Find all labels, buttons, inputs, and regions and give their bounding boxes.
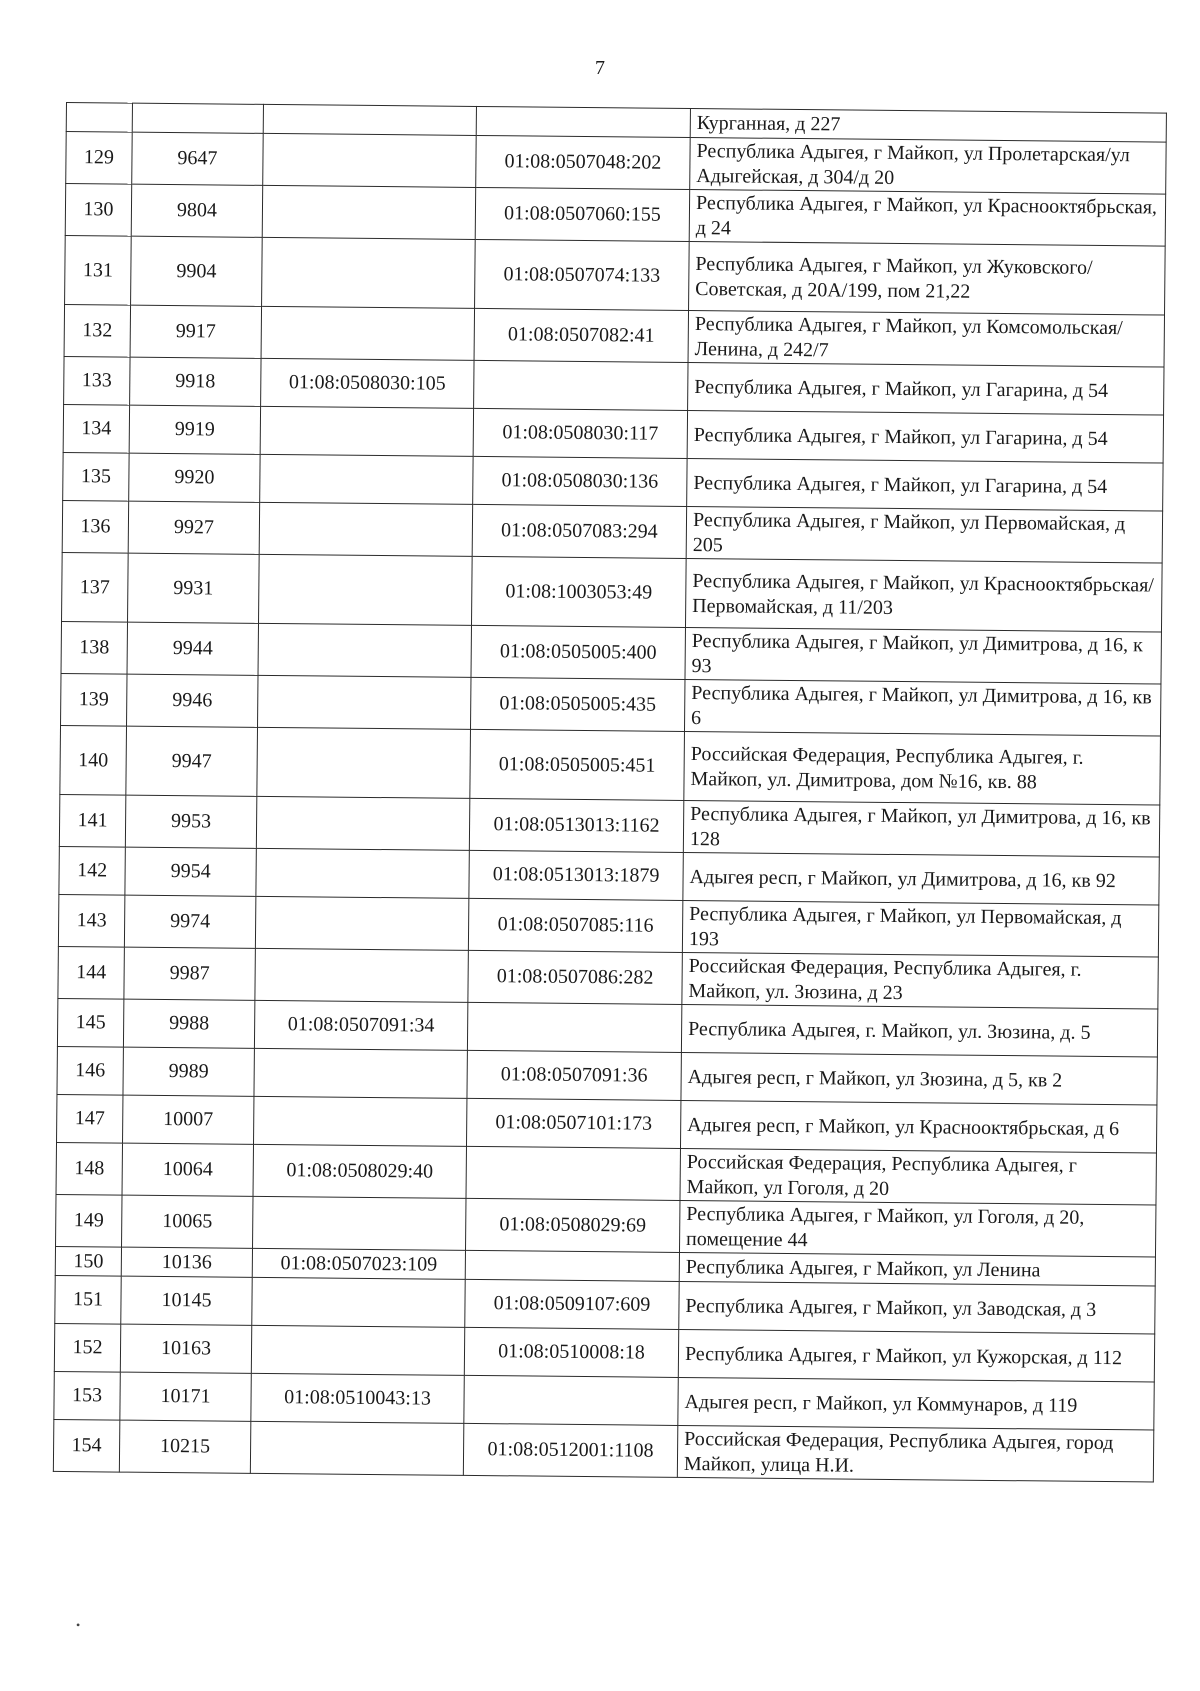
cell-cadastral-object: 01:08:0505005:451 — [470, 729, 685, 800]
cell-cadastral-object — [474, 360, 688, 410]
cell-cadastral-land — [251, 1325, 464, 1375]
cell-number: 132 — [64, 304, 130, 357]
cell-address: Республика Адыгея, г Майкоп, ул Краснооктябрьская/Первомайская, д 11/203 — [685, 558, 1162, 632]
cell-cadastral-object — [476, 106, 690, 137]
cell-address: Республика Адыгея, г. Майкоп, ул. Зюзина, д. 5 — [681, 1004, 1157, 1057]
cell-register-number: 10145 — [121, 1276, 252, 1325]
cell-cadastral-land — [262, 237, 476, 308]
cell-cadastral-object: 01:08:0513013:1879 — [469, 850, 683, 900]
cell-register-number: 10007 — [123, 1095, 254, 1144]
cell-cadastral-object: 01:08:0507074:133 — [475, 239, 690, 310]
cell-register-number: 9953 — [125, 795, 256, 848]
cell-number: 143 — [58, 894, 124, 947]
cell-address: Республика Адыгея, г Майкоп, ул Гагарина, д 54 — [687, 458, 1163, 511]
cell-number: 148 — [56, 1142, 122, 1195]
cell-number: 134 — [63, 404, 129, 453]
cell-address: Республика Адыгея, г Майкоп, ул Заводская, д 3 — [679, 1281, 1155, 1334]
cell-number: 133 — [64, 356, 130, 405]
cell-cadastral-object: 01:08:0508030:117 — [473, 408, 687, 458]
cell-cadastral-land — [253, 1196, 466, 1250]
cell-number: 147 — [57, 1094, 123, 1143]
cell-cadastral-land: 01:08:0510043:13 — [251, 1373, 464, 1423]
cell-address: Республика Адыгея, г Майкоп, ул Димитрова, д 16, к 93 — [685, 627, 1161, 684]
cell-number: 131 — [65, 235, 132, 305]
cell-address: Республика Адыгея, г Майкоп, ул Гоголя, д 20, помещение 44 — [679, 1200, 1155, 1257]
cell-address: Республика Адыгея, г Майкоп, ул Комсомольская/Ленина, д 242/7 — [688, 310, 1164, 367]
cell-register-number: 9947 — [126, 726, 258, 796]
cell-number: 151 — [55, 1275, 121, 1324]
cell-address: Российская Федерация, Республика Адыгея, г Майкоп, ул Гоголя, д 20 — [680, 1148, 1156, 1205]
cell-number: 141 — [59, 794, 125, 847]
cell-cadastral-land — [263, 133, 476, 187]
cell-register-number: 10136 — [121, 1247, 252, 1277]
cell-number: 137 — [62, 552, 129, 622]
cell-cadastral-land — [260, 454, 473, 504]
cell-cadastral-object: 01:08:0505005:435 — [470, 677, 684, 731]
cell-cadastral-object: 01:08:0507083:294 — [472, 504, 686, 558]
cell-address: Республика Адыгея, г Майкоп, ул Димитрова, д 16, кв 128 — [683, 800, 1159, 857]
cell-cadastral-land — [263, 104, 476, 135]
cell-cadastral-object: 01:08:0509107:609 — [465, 1279, 679, 1329]
cell-number: 154 — [53, 1419, 119, 1472]
cell-register-number: 10215 — [119, 1420, 250, 1473]
cell-cadastral-object: 01:08:0507082:41 — [474, 308, 688, 362]
cell-address: Адыгея респ, г Майкоп, ул Краснооктябрьская, д 6 — [680, 1100, 1156, 1153]
cell-cadastral-land — [255, 896, 468, 950]
cell-register-number: 9944 — [127, 622, 258, 675]
cell-register-number: 9946 — [127, 674, 258, 727]
cell-cadastral-land — [258, 623, 471, 677]
cell-cadastral-land — [250, 1421, 463, 1475]
cell-cadastral-land — [256, 848, 469, 898]
cell-address: Адыгея респ, г Майкоп, ул Коммунаров, д 119 — [678, 1377, 1154, 1430]
cell-cadastral-land: 01:08:0508029:40 — [253, 1144, 466, 1198]
cell-register-number: 10064 — [122, 1143, 253, 1196]
cell-cadastral-land — [252, 1277, 465, 1327]
cell-address: Республика Адыгея, г Майкоп, ул Первомайская, д 193 — [682, 900, 1158, 957]
cell-number: 152 — [54, 1323, 120, 1372]
cell-cadastral-land — [257, 727, 471, 798]
cell-cadastral-object: 01:08:0508029:69 — [465, 1198, 679, 1252]
cell-number: 149 — [56, 1194, 122, 1247]
cell-address: Республика Адыгея, г Майкоп, ул Ленина — [679, 1252, 1155, 1286]
table-row — [60, 725, 1161, 805]
cell-address: Республика Адыгея, г Майкоп, ул Пролетарская/ул Адыгейская, д 304/д 20 — [690, 137, 1166, 194]
cell-cadastral-object: 01:08:0507048:202 — [476, 135, 690, 189]
cell-number: 129 — [66, 132, 132, 185]
cell-address: Республика Адыгея, г Майкоп, ул Первомайская, д 205 — [686, 506, 1162, 563]
cell-cadastral-object: 01:08:0507101:173 — [466, 1098, 680, 1148]
cell-number: 140 — [60, 725, 127, 795]
table-body — [53, 103, 1166, 1482]
cell-number: 145 — [57, 998, 123, 1047]
cell-cadastral-land: 01:08:0507091:34 — [254, 1000, 467, 1050]
cell-cadastral-object: 01:08:0513013:1162 — [469, 798, 683, 852]
property-register-table — [53, 102, 1167, 1483]
cell-register-number: 9987 — [124, 947, 255, 1000]
cell-register-number — [132, 103, 263, 133]
cell-register-number: 10171 — [120, 1372, 251, 1421]
cell-cadastral-land — [255, 948, 468, 1002]
cell-address: Российская Федерация, Республика Адыгея, г. Майкоп, ул. Димитрова, дом №16, кв. 88 — [684, 731, 1161, 805]
cell-cadastral-object — [466, 1146, 680, 1200]
cell-cadastral-object: 01:08:0505005:400 — [471, 625, 685, 679]
cell-register-number: 10065 — [122, 1195, 253, 1248]
cell-address: Республика Адыгея, г Майкоп, ул Гагарина, д 54 — [688, 362, 1164, 415]
page-number: 7 — [595, 57, 605, 79]
cell-cadastral-land — [254, 1048, 467, 1098]
cell-register-number: 9917 — [130, 305, 261, 358]
cell-number: 150 — [55, 1246, 121, 1276]
cell-number: 142 — [59, 846, 125, 895]
cell-number — [66, 103, 132, 133]
cell-number: 153 — [54, 1371, 120, 1420]
cell-address: Республика Адыгея, г Майкоп, ул Жуковского/Советская, д 20А/199, пом 21,22 — [689, 241, 1166, 315]
cell-register-number: 9974 — [124, 895, 255, 948]
cell-register-number: 9918 — [130, 357, 261, 406]
cell-cadastral-object: 01:08:0512001:1108 — [463, 1423, 677, 1477]
cell-cadastral-object — [467, 1002, 681, 1052]
scan-artifact-dot: • — [76, 1618, 81, 1632]
cell-number: 130 — [65, 184, 131, 237]
cell-cadastral-land: 01:08:0508030:105 — [261, 358, 474, 408]
cell-register-number: 9931 — [128, 553, 260, 623]
cell-number: 144 — [58, 946, 124, 999]
cell-number: 135 — [63, 452, 129, 501]
cell-cadastral-object — [465, 1250, 679, 1281]
cell-cadastral-object: 01:08:1003053:49 — [471, 556, 686, 627]
cell-register-number: 9927 — [128, 501, 259, 554]
cell-cadastral-land: 01:08:0507023:109 — [252, 1248, 465, 1279]
cell-address: Российская Федерация, Республика Адыгея, город Майкоп, улица Н.И. — [677, 1425, 1153, 1482]
cell-register-number: 9920 — [129, 453, 260, 502]
cell-register-number: 9989 — [123, 1047, 254, 1096]
cell-address: Республика Адыгея, г Майкоп, ул Димитрова, д 16, кв 6 — [684, 679, 1160, 736]
cell-cadastral-land — [261, 306, 474, 360]
cell-cadastral-land — [260, 406, 473, 456]
table-row — [53, 1419, 1153, 1482]
cell-register-number: 9804 — [131, 184, 262, 237]
cell-number: 146 — [57, 1046, 123, 1095]
cell-cadastral-object: 01:08:0508030:136 — [473, 456, 687, 506]
cell-number: 138 — [61, 621, 127, 674]
cell-cadastral-land — [254, 1096, 467, 1146]
cell-address: Республика Адыгея, г Майкоп, ул Краснооктябрьская, д 24 — [689, 189, 1165, 246]
cell-cadastral-object: 01:08:0507086:282 — [468, 950, 682, 1004]
cell-address: Адыгея респ, г Майкоп, ул Зюзина, д 5, кв 2 — [681, 1052, 1157, 1105]
cell-cadastral-land — [262, 185, 475, 239]
cell-address: Республика Адыгея, г Майкоп, ул Кужорская, д 112 — [678, 1329, 1154, 1382]
cell-register-number: 9988 — [123, 999, 254, 1048]
cell-number: 136 — [62, 500, 128, 553]
cell-address: Республика Адыгея, г Майкоп, ул Гагарина, д 54 — [687, 410, 1163, 463]
cell-register-number: 9954 — [125, 847, 256, 896]
cell-cadastral-object: 01:08:0507091:36 — [467, 1050, 681, 1100]
cell-number: 139 — [61, 673, 127, 726]
cell-cadastral-land — [256, 796, 469, 850]
cell-cadastral-object — [464, 1375, 678, 1425]
cell-address: Курганная, д 227 — [690, 108, 1166, 142]
table-row — [62, 552, 1163, 632]
cell-address: Российская Федерация, Республика Адыгея, г. Майкоп, ул. Зюзина, д 23 — [682, 952, 1158, 1009]
cell-cadastral-object: 01:08:0510008:18 — [464, 1327, 678, 1377]
cell-register-number: 9647 — [132, 132, 263, 185]
cell-register-number: 10163 — [120, 1324, 251, 1373]
cell-register-number: 9904 — [131, 236, 263, 306]
cell-cadastral-land — [258, 675, 471, 729]
cell-cadastral-object: 01:08:0507085:116 — [468, 898, 682, 952]
cell-address: Адыгея респ, г Майкоп, ул Димитрова, д 16, кв 92 — [683, 852, 1159, 905]
cell-cadastral-land — [259, 554, 473, 625]
table-row — [65, 235, 1166, 315]
cell-register-number: 9919 — [129, 405, 260, 454]
cell-cadastral-land — [259, 502, 472, 556]
cell-cadastral-object: 01:08:0507060:155 — [475, 187, 689, 241]
